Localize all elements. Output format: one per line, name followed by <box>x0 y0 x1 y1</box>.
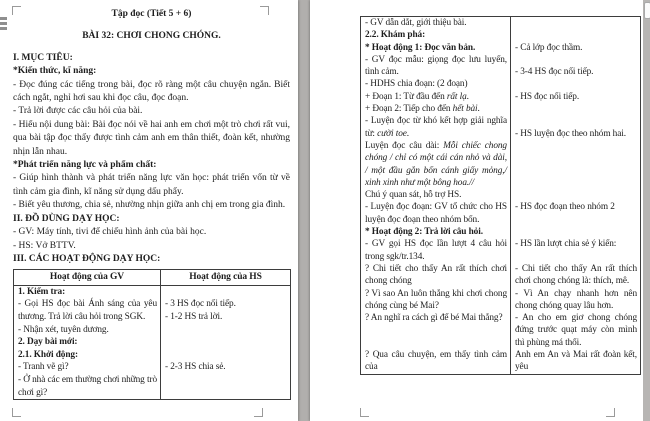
table-cell-line: ? Vì sao An luôn thắng khi chơi chong chóng cùng bé Mai? <box>365 288 507 311</box>
paragraph: *Kiến thức, kĩ năng: <box>13 66 97 77</box>
gv-activity-cell <box>361 226 511 238</box>
table-row <box>361 263 641 288</box>
table-header-row <box>14 270 291 286</box>
gv-activity-cell <box>361 103 511 115</box>
gv-activity-cell <box>14 374 161 400</box>
hs-activity-cell <box>511 78 641 90</box>
table-cell-line: 1. Kiểm tra: <box>18 286 66 297</box>
gv-activity-cell <box>14 361 161 374</box>
gv-activity-cell <box>361 42 511 54</box>
gv-activity-cell <box>361 78 511 90</box>
gv-activity-cell <box>361 349 511 374</box>
gv-activity-cell <box>361 201 511 226</box>
table-cell-line: - Vì An chạy nhanh hơn nên chong chóng quay lâu hơn. <box>515 288 637 311</box>
column-header-gv-label: Hoạt động của GV <box>49 272 125 283</box>
activities-table-page1 <box>13 269 291 400</box>
column-header-hs <box>161 270 291 286</box>
gv-activity-cell <box>14 285 161 298</box>
hs-activity-cell <box>511 189 641 201</box>
gv-activity-cell <box>14 336 161 349</box>
hs-activity-cell <box>161 336 291 349</box>
table-cell-line: Anh em An và Mai rất đoàn kết, yêu <box>515 350 637 373</box>
table-cell-line: - HDHS chia đoạn: (2 đoạn) <box>365 79 468 90</box>
gv-activity-cell <box>361 189 511 201</box>
table-cell-line: ? An nghĩ ra cách gì để bé Mai thắng? <box>365 313 503 324</box>
paragraph: - HS: Vở BTTV. <box>13 240 76 251</box>
table-row <box>14 374 291 400</box>
table-cell-line: - 3 HS đọc nối tiếp. <box>165 299 236 310</box>
table-cell-line: * Hoạt động 2: Trả lời câu hỏi. <box>365 227 483 238</box>
table-row <box>14 285 291 298</box>
activities-table-page2 <box>360 16 641 375</box>
table-cell-line: - GV dẫn dắt, giới thiệu bài. <box>365 18 467 28</box>
paragraph: - Đọc đúng các tiếng trong bài, đọc rõ ràng một câu chuyện ngắn. Biết cách ngắt, nghỉ hơi sau khi đọc câu, đọc đoạn. <box>13 79 290 104</box>
column-header-gv <box>14 270 161 286</box>
hs-activity-cell <box>511 103 641 115</box>
table-row <box>361 91 641 103</box>
gv-activity-cell <box>361 115 511 140</box>
hs-activity-cell <box>511 17 641 30</box>
page-left[interactable] <box>0 0 298 421</box>
hs-activity-cell <box>161 324 291 337</box>
gv-activity-cell <box>361 263 511 288</box>
gv-activity-cell <box>361 17 511 30</box>
table-cell-line <box>515 115 637 127</box>
hs-activity-cell <box>511 91 641 103</box>
hs-activity-cell <box>511 29 641 41</box>
table-row <box>14 324 291 337</box>
table-cell-line: + Đoạn 1: Từ đầu đến rất lạ. <box>365 91 469 102</box>
gv-activity-cell <box>14 298 161 323</box>
table-row <box>361 103 641 115</box>
table-cell-line: - HS luyện đọc theo nhóm hai. <box>515 128 626 139</box>
table-cell-line: 2.1. Khởi động: <box>18 349 78 360</box>
table-row <box>361 42 641 54</box>
table-row <box>14 336 291 349</box>
gv-activity-cell <box>14 349 161 362</box>
crop-mark <box>360 408 369 417</box>
table-cell-line: - GV đọc mẫu: giọng đọc lưu luyến, tình cảm. <box>365 54 507 78</box>
hs-activity-cell <box>511 54 641 79</box>
table-row <box>361 312 641 349</box>
table-row <box>361 140 641 189</box>
crop-mark <box>606 408 615 417</box>
paragraph: - Trả lời được các câu hỏi của bài. <box>13 106 143 117</box>
gv-activity-cell <box>361 140 511 189</box>
column-header-hs-label: Hoạt động của HS <box>189 272 262 283</box>
table-cell-line: ? Qua câu chuyện, em thấy tình cảm của <box>365 350 507 373</box>
lesson-header: Tập đọc (Tiết 5 + 6) <box>111 9 192 19</box>
table-cell-line: ? Chi tiết cho thấy An rất thích chơi chong chóng <box>365 263 507 287</box>
table-cell-line <box>515 54 637 66</box>
lesson-body <box>13 52 290 267</box>
hs-activity-cell <box>511 226 641 238</box>
gv-activity-cell <box>361 288 511 313</box>
paragraph: - Giúp hình thành và phát triển năng lực văn học: phát triển vốn từ về tình cảm gia đình, kĩ năng sử dụng dấu phẩy. <box>13 173 290 197</box>
table-row <box>361 115 641 140</box>
hs-activity-cell <box>161 361 291 374</box>
table-row <box>361 29 641 41</box>
lesson-title: BÀI 32: CHƠI CHONG CHÓNG. <box>82 31 221 42</box>
hs-activity-cell <box>511 263 641 288</box>
scrollbar-thumb[interactable] <box>644 2 650 19</box>
hs-activity-cell <box>511 115 641 140</box>
page1-text-area <box>13 6 290 400</box>
table-row <box>361 189 641 201</box>
gv-activity-cell <box>14 324 161 337</box>
paragraph: - Biết yêu thương, chia sẻ, nhường nhịn giữa anh chị em trong gia đình. <box>13 200 286 211</box>
table-cell-line: - Tranh vẽ gì? <box>18 362 69 373</box>
table-row <box>14 298 291 323</box>
paragraph: III. CÁC HOẠT ĐỘNG DẠY HỌC: <box>13 253 161 264</box>
table-cell-line: - Chi tiết cho thấy An rất thích chơi chong chóng là: thích, mê. <box>515 263 637 287</box>
table-row <box>361 288 641 313</box>
table-row <box>361 78 641 90</box>
hs-activity-cell <box>161 349 291 362</box>
hs-activity-cell <box>511 201 641 226</box>
table-cell-line: - HS lần lượt chia sẻ ý kiến: <box>515 239 617 250</box>
table-cell-line: - Nhận xét, tuyên dương. <box>18 324 109 335</box>
table-cell-line: - Gọi HS đọc bài Ánh sáng của yêu thương. Trả lời câu hỏi trong SGK. <box>18 299 157 322</box>
table-cell-line: Chú ý quan sát, hỗ trợ HS. <box>365 190 462 201</box>
table-row <box>361 201 641 226</box>
table-row <box>361 226 641 238</box>
table-cell-line: Luyện đọc câu dài: Mỗi chiếc chong chóng / chỉ có một cái cán nhỏ và dài, / một đầu gắn bốn cánh giấy mỏng,/ xinh xinh như một bông hoa.// <box>365 140 507 188</box>
table-row <box>361 238 641 263</box>
table-cell-line: * Hoạt động 1: Đọc văn bản. <box>365 42 476 53</box>
hs-activity-cell <box>161 374 291 400</box>
table-row <box>14 361 291 374</box>
paragraph: - GV: Máy tính, tivi để chiếu hình ảnh của bài học. <box>13 227 207 238</box>
gv-activity-cell <box>361 91 511 103</box>
table-cell-line: - 3-4 HS đọc nối tiếp. <box>515 67 594 78</box>
hs-activity-cell <box>511 42 641 54</box>
table-cell-line: - HS đọc đoạn theo nhóm 2 <box>515 202 615 213</box>
crop-mark <box>12 408 21 417</box>
page-right[interactable] <box>310 0 643 421</box>
table-cell-line: - Luyện đọc từ khó kết hợp giải nghĩa từ: cười toe. <box>365 116 507 139</box>
paragraph: - Hiểu nội dung bài: Bài đọc nói về hai anh em chơi một trò chơi rất vui, qua bài tập đọc thấy được tình cảm anh em thân thiết, đoàn kết, nhường nhịn lẫn nhau. <box>13 119 290 157</box>
table-cell-line: - GV gọi HS đọc lần lượt 4 câu hỏi trong sgk/tr.134. <box>365 239 507 262</box>
table-cell-line: 2.2. Khám phá: <box>365 30 426 41</box>
hs-activity-cell <box>511 312 641 349</box>
crop-mark <box>254 408 263 417</box>
paragraph: I. MỤC TIÊU: <box>13 52 73 63</box>
table-cell-line: - Ở nhà các em thường chơi những trò chơi gì? <box>18 374 157 398</box>
table-row <box>361 54 641 79</box>
hs-activity-cell <box>511 349 641 374</box>
table-cell-line: - HS đọc nối tiếp. <box>515 91 580 102</box>
gv-activity-cell <box>361 29 511 41</box>
table-row <box>361 17 641 30</box>
table-cell-line: - An cho em giơ chong chóng đứng trước quạt máy còn mình thì phùng má thổi. <box>515 313 637 348</box>
hs-activity-cell <box>161 285 291 298</box>
hs-activity-cell <box>511 288 641 313</box>
table-cell-line: - Luyện đọc đoạn: GV tổ chức cho HS luyện đọc đoạn theo nhóm bốn. <box>365 202 507 225</box>
gv-activity-cell <box>361 312 511 349</box>
gv-activity-cell <box>361 238 511 263</box>
table-cell-line: - Cả lớp đọc thầm. <box>515 42 583 53</box>
hs-activity-cell <box>511 238 641 263</box>
table-cell-line: + Đoạn 2: Tiếp cho đến hết bài. <box>365 104 480 115</box>
hs-activity-cell <box>161 298 291 323</box>
table-row <box>14 349 291 362</box>
table-cell-line: 2. Dạy bài mới: <box>18 337 78 348</box>
table-cell-line: - 2-3 HS chia sẻ. <box>165 362 226 373</box>
scrollbar[interactable] <box>643 0 650 421</box>
table-cell-line: - 1-2 HS trả lời. <box>165 312 223 322</box>
table-row <box>361 349 641 374</box>
paragraph: *Phát triển năng lực và phẩm chất: <box>13 160 157 171</box>
paragraph-marks-icon <box>0 17 8 32</box>
gv-activity-cell <box>361 54 511 79</box>
hs-activity-cell <box>511 140 641 189</box>
paragraph: II. ĐỒ DÙNG DẠY HỌC: <box>13 213 120 224</box>
